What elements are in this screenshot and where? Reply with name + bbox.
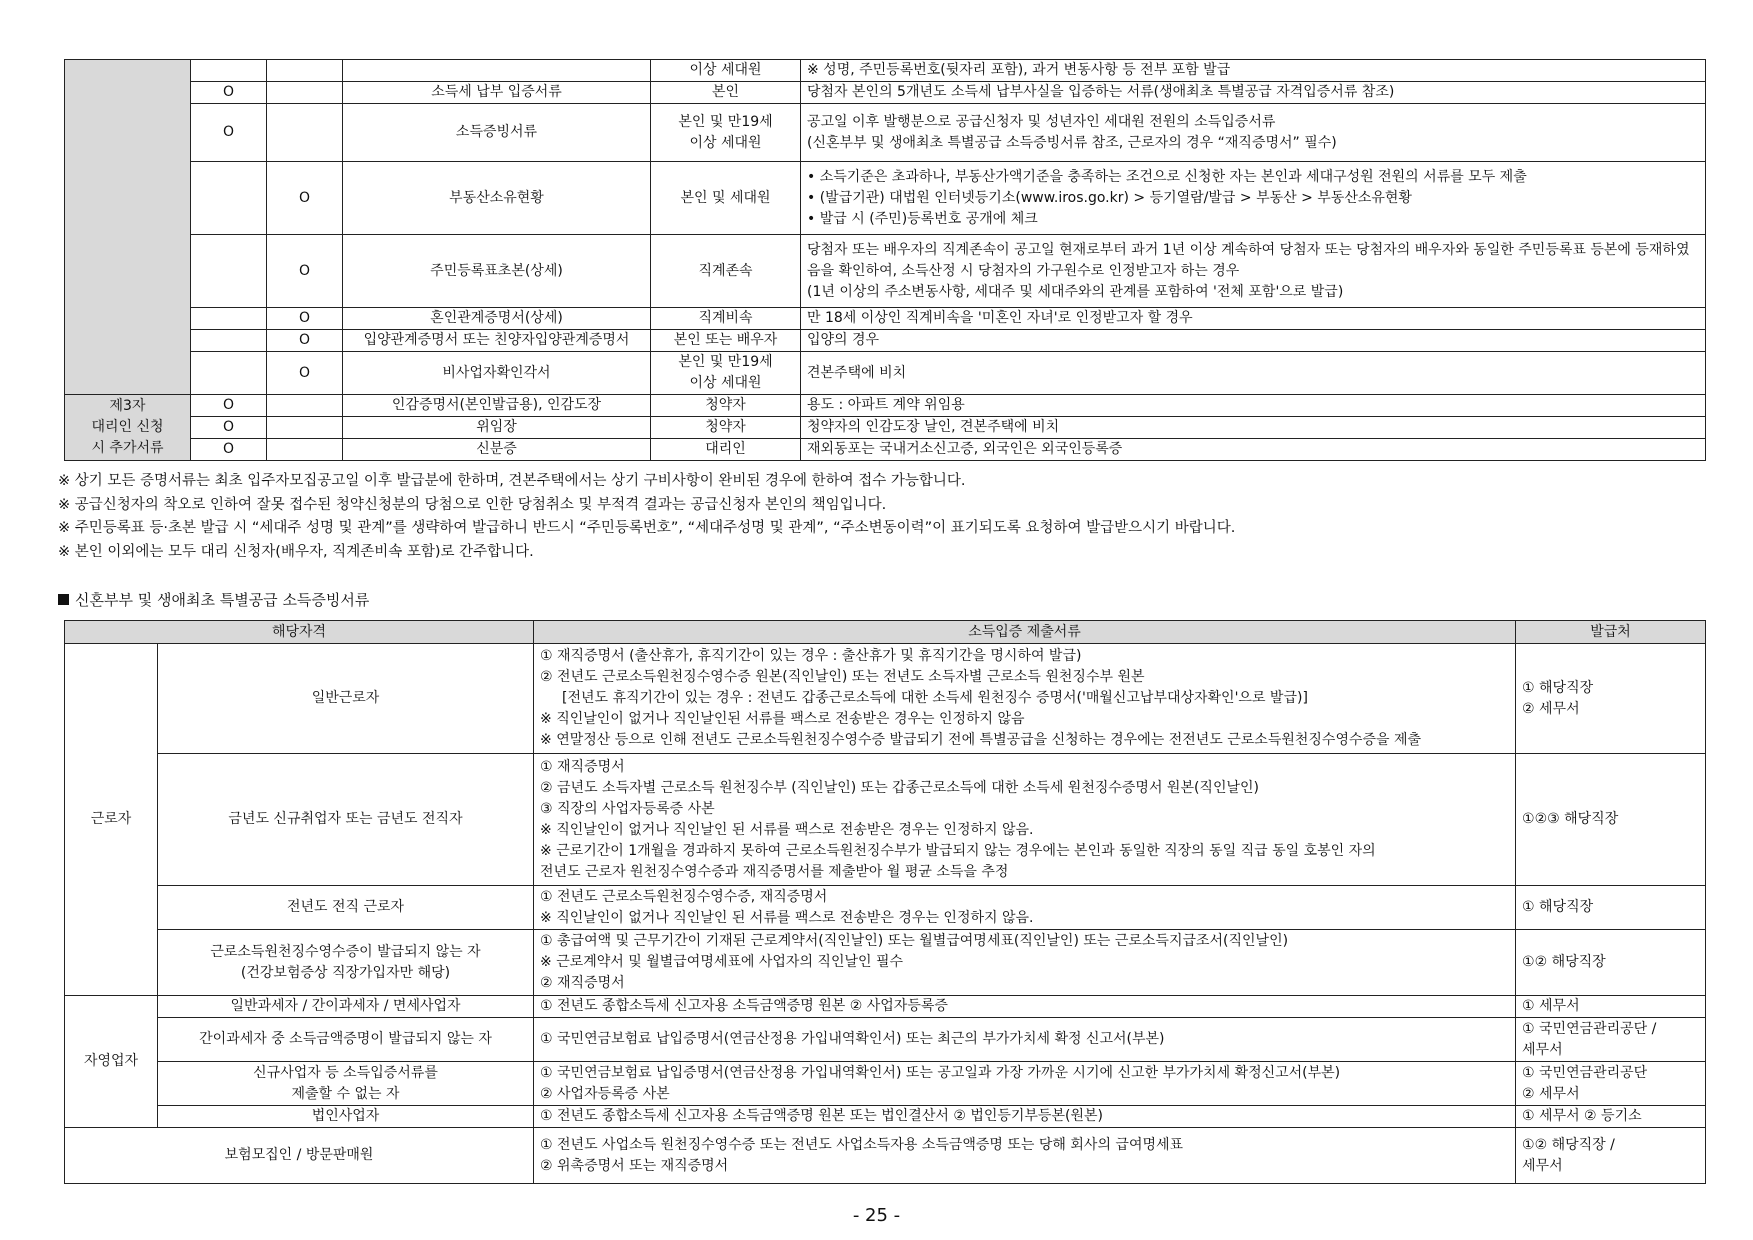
target-cell: 본인 또는 배우자 (651, 330, 801, 352)
documents-cell: ① 국민연금보험료 납입증명서(연금산정용 가입내역확인서) 또는 최근의 부가가치세 확정 신고서(부본) (534, 1018, 1516, 1062)
table-row (65, 308, 1706, 330)
document-name (343, 60, 651, 82)
check-cell: O (191, 82, 267, 104)
issuer-cell: ① 세무서 (1516, 996, 1706, 1018)
note-line: ※ 주민등록표 등·초본 발급 시 “세대주 성명 및 관계”를 생략하여 발급하니 반드시 “주민등록번호”, “세대주성명 및 관계”, “주소변동이력”이 표기되도록 요청하여 발급받으시기 바랍니다. (58, 520, 1236, 536)
table-row (65, 1062, 1706, 1106)
target-cell: 본인 및 만19세 이상 세대원 (651, 104, 801, 162)
table-row (65, 60, 1706, 82)
target-cell: 본인 (651, 82, 801, 104)
note-cell: ※ 성명, 주민등록번호(뒷자리 포함), 과거 변동사항 등 전부 포함 발급 (801, 60, 1706, 82)
header-qualification: 해당자격 (65, 621, 534, 644)
check-cell (267, 82, 343, 104)
square-bullet-icon (58, 594, 69, 605)
income-proof-table (64, 620, 1706, 1184)
page-number: - 25 - (852, 1205, 901, 1226)
check-cell: O (267, 352, 343, 395)
table-row (65, 82, 1706, 104)
documents-cell: ① 전년도 종합소득세 신고자용 소득금액증명 원본 또는 법인결산서 ② 법인등기부등본(원본) (534, 1106, 1516, 1128)
check-cell (191, 352, 267, 395)
target-cell: 대리인 (651, 439, 801, 461)
document-name: 신분증 (343, 439, 651, 461)
document-name: 인감증명서(본인발급용), 인감도장 (343, 395, 651, 417)
check-cell: O (191, 439, 267, 461)
target-cell: 이상 세대원 (651, 60, 801, 82)
document-name: 소득세 납부 입증서류 (343, 82, 651, 104)
note-cell: 용도 : 아파트 계약 위임용 (801, 395, 1706, 417)
bullet-item: • 발급 시 (주민)등록번호 공개에 체크 (807, 210, 1038, 227)
documents-cell: ① 전년도 사업소득 원천징수영수증 또는 전년도 사업소득자용 소득금액증명 또는 당해 회사의 급여명세표 ② 위촉증명서 또는 재직증명서 (534, 1128, 1516, 1184)
table-row (65, 886, 1706, 930)
qualification-cell: 근로소득원천징수영수증이 발급되지 않는 자 (건강보험증상 직장가입자만 해당) (158, 930, 534, 996)
doc-line: ② 전년도 근로소득원천징수영수증 원본(직인날인) 또는 전년도 소득자별 근로소득 원천징수부 원본 (540, 669, 1145, 685)
check-cell: O (191, 104, 267, 162)
header-documents: 소득입증 제출서류 (534, 621, 1516, 644)
document-name: 부동산소유현황 (343, 162, 651, 235)
check-cell: O (267, 308, 343, 330)
document-name: 혼인관계증명서(상세) (343, 308, 651, 330)
qualification-cell: 전년도 전직 근로자 (158, 886, 534, 930)
qualification-cell: 신규사업자 등 소득입증서류를 제출할 수 없는 자 (158, 1062, 534, 1106)
table-row (65, 996, 1706, 1018)
check-cell (191, 235, 267, 308)
document-name: 주민등록표초본(상세) (343, 235, 651, 308)
note-cell: 재외동포는 국내거소신고증, 외국인은 외국인등록증 (801, 439, 1706, 461)
required-documents-table (64, 59, 1706, 461)
note-line: ※ 본인 이외에는 모두 대리 신청자(배우자, 직계존비속 포함)로 간주합니다. (58, 543, 534, 560)
check-cell (267, 60, 343, 82)
target-cell: 직계비속 (651, 308, 801, 330)
table-row (65, 1106, 1706, 1128)
target-cell: 본인 및 세대원 (651, 162, 801, 235)
bullet-item: • (발급기관) 대법원 인터넷등기소(www.iros.go.kr) > 등기열람/발급 > 부동산 > 부동산소유현황 (807, 189, 1412, 206)
group-self-employed: 자영업자 (65, 996, 158, 1128)
table-row (65, 1018, 1706, 1062)
table-row (65, 754, 1706, 886)
doc-line: ① 재직증명서 (출산휴가, 휴직기간이 있는 경우 : 출산휴가 및 휴직기간을 명시하여 발급) (540, 648, 1082, 664)
note-cell: 당첨자 본인의 5개년도 소득세 납부사실을 입증하는 서류(생애최초 특별공급 자격입증서류 참조) (801, 82, 1706, 104)
notes-block (58, 470, 1708, 564)
documents-cell: ① 총급여액 및 근무기간이 기재된 근로계약서(직인날인) 또는 월별급여명세표(직인날인) 또는 근로소득지급조서(직인날인) ※ 근로계약서 및 월별급여명세표에 사업자의 직인날인 필수 ② 재직증명서 (534, 930, 1516, 996)
check-cell (267, 439, 343, 461)
table-row (65, 930, 1706, 996)
table-row (65, 1128, 1706, 1184)
check-cell: O (191, 395, 267, 417)
target-cell: 청약자 (651, 417, 801, 439)
bullet-item: • 소득기준은 초과하나, 부동산가액기준을 충족하는 조건으로 신청한 자는 본인과 세대구성원 전원의 서류를 모두 제출 (807, 168, 1527, 185)
check-cell: O (267, 235, 343, 308)
header-issuer: 발급처 (1516, 621, 1706, 644)
table-row (65, 352, 1706, 395)
issuer-cell: ① 국민연금관리공단 ② 세무서 (1516, 1062, 1706, 1106)
documents-cell: ① 전년도 종합소득세 신고자용 소득금액증명 원본 ② 사업자등록증 (534, 996, 1516, 1018)
document-name: 위임장 (343, 417, 651, 439)
check-cell (191, 162, 267, 235)
documents-cell: ① 전년도 근로소득원천징수영수증, 재직증명서 ※ 직인날인이 없거나 직인날인 된 서류를 팩스로 전송받은 경우는 인정하지 않음. (534, 886, 1516, 930)
note-cell: 견본주택에 비치 (801, 352, 1706, 395)
table-row (65, 395, 1706, 417)
documents-cell: ① 국민연금보험료 납입증명서(연금산정용 가입내역확인서) 또는 공고일과 가장 가까운 시기에 신고한 부가가치세 확정신고서(부본) ② 사업자등록증 사본 (534, 1062, 1516, 1106)
qualification-cell: 일반과세자 / 간이과세자 / 면세사업자 (158, 996, 534, 1018)
document-name: 비사업자확인각서 (343, 352, 651, 395)
note-cell: 공고일 이후 발행분으로 공급신청자 및 성년자인 세대원 전원의 소득입증서류 (신혼부부 및 생애최초 특별공급 소득증빙서류 참조, 근로자의 경우 “재직증명서” 필수) (801, 104, 1706, 162)
doc-line: ※ 직인날인이 없거나 직인날인된 서류를 팩스로 전송받은 경우는 인정하지 않음 (540, 711, 1025, 727)
table-row (65, 439, 1706, 461)
document-name: 소득증빙서류 (343, 104, 651, 162)
note-cell: 당첨자 또는 배우자의 직계존속이 공고일 현재로부터 과거 1년 이상 계속하여 당첨자 또는 당첨자의 배우자와 동일한 주민등록표 등본에 등재하였음을 확인하여, 소득산정 시 당첨자의 가구원수로 인정받고자 하는 경우 (1년 이상의 주소변동사항, 세대주 및 세대주와의 관계를 포함하여 '전체 포함'으로 발급) (801, 235, 1706, 308)
table-row (65, 644, 1706, 754)
check-cell (191, 60, 267, 82)
qualification-cell: 간이과세자 중 소득금액증명이 발급되지 않는 자 (158, 1018, 534, 1062)
check-cell: O (267, 330, 343, 352)
table-header-row (65, 621, 1706, 644)
table-row (65, 417, 1706, 439)
issuer-cell: ①② 해당직장 (1516, 930, 1706, 996)
note-cell: 청약자의 인감도장 날인, 견본주택에 비치 (801, 417, 1706, 439)
issuer-cell: ① 국민연금관리공단 / 세무서 (1516, 1018, 1706, 1062)
note-line: ※ 공급신청자의 착오로 인하여 잘못 접수된 청약신청분의 당첨으로 인한 당첨취소 및 부적격 결과는 공급신청자 본인의 책임입니다. (58, 496, 887, 513)
check-cell: O (267, 162, 343, 235)
target-cell: 본인 및 만19세 이상 세대원 (651, 352, 801, 395)
qualification-cell: 법인사업자 (158, 1106, 534, 1128)
table-row (65, 330, 1706, 352)
issuer-cell: ① 해당직장 ② 세무서 (1516, 644, 1706, 754)
group-worker: 근로자 (65, 644, 158, 996)
note-line: ※ 상기 모든 증명서류는 최초 입주자모집공고일 이후 발급분에 한하며, 견본주택에서는 상기 구비사항이 완비된 경우에 한하여 접수 가능합니다. (58, 473, 966, 489)
documents-cell: ① 재직증명서 ② 금년도 소득자별 근로소득 원천징수부 (직인날인) 또는 갑종근로소득에 대한 소득세 원천징수증명서 원본(직인날인) ③ 직장의 사업자등록증 사본 ※ 직인날인이 없거나 직인날인 된 서류를 팩스로 전송받은 경우는 인정하지 않음. ※ 근로기간이 1개월을 경과하지 못하여 근로소득원천징수부가 발급되지 않는 경우에는 본인과 동일한 직장의 동일 직급 동일 호봉인 자의 전년도 근로자 원천징수영수증과 재직증명서를 제출받아 월 평균 소득을 추정 (534, 754, 1516, 886)
note-cell: 입양의 경우 (801, 330, 1706, 352)
issuer-cell: ①② 해당직장 / 세무서 (1516, 1128, 1706, 1184)
doc-line: ※ 연말정산 등으로 인해 전년도 근로소득원천징수영수증 발급되기 전에 특별공급을 신청하는 경우에는 전전년도 근로소득원천징수영수증을 제출 (540, 732, 1422, 748)
proxy-category-cell: 제3자 대리인 신청 시 추가서류 (65, 395, 191, 461)
doc-line: [전년도 휴직기간이 있는 경우 : 전년도 갑종근로소득에 대한 소득세 원천징수 증명서('매월신고납부대상자확인'으로 발급)] (562, 690, 1308, 706)
check-cell (191, 330, 267, 352)
table-row (65, 104, 1706, 162)
check-cell (267, 395, 343, 417)
check-cell (267, 417, 343, 439)
check-cell (267, 104, 343, 162)
table-row (65, 235, 1706, 308)
document-name: 입양관계증명서 또는 친양자입양관계증명서 (343, 330, 651, 352)
note-cell: 만 18세 이상인 직계비속을 '미혼인 자녀'로 인정받고자 할 경우 (801, 308, 1706, 330)
category-cell (65, 60, 191, 395)
qualification-cell: 금년도 신규취업자 또는 금년도 전직자 (158, 754, 534, 886)
check-cell: O (191, 417, 267, 439)
issuer-cell: ① 세무서 ② 등기소 (1516, 1106, 1706, 1128)
table-row (65, 162, 1706, 235)
section-title: 신혼부부 및 생애최초 특별공급 소득증빙서류 (58, 589, 369, 610)
issuer-cell: ①②③ 해당직장 (1516, 754, 1706, 886)
target-cell: 직계존속 (651, 235, 801, 308)
note-cell (801, 162, 1706, 235)
qualification-cell: 보험모집인 / 방문판매원 (65, 1128, 534, 1184)
issuer-cell: ① 해당직장 (1516, 886, 1706, 930)
check-cell (191, 308, 267, 330)
qualification-cell: 일반근로자 (158, 644, 534, 754)
documents-cell (534, 644, 1516, 754)
target-cell: 청약자 (651, 395, 801, 417)
